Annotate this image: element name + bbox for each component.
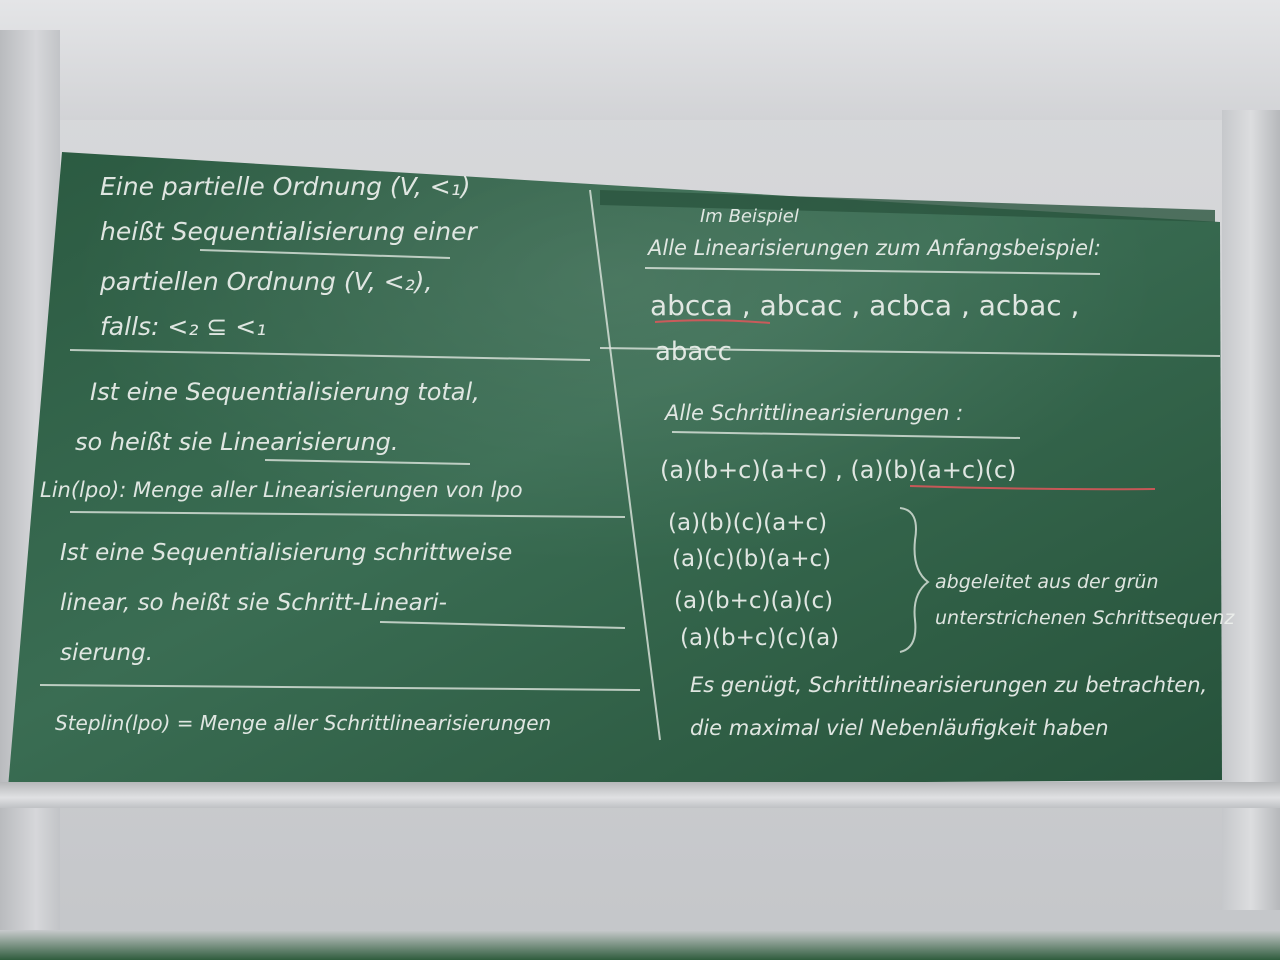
lin-row-2: abacc [655, 337, 732, 367]
lin-row-1: abcca , abcac , acbca , acbac , [650, 289, 1080, 322]
def3-line-1: Ist eine Sequentialisierung schrittweise [60, 540, 513, 566]
def2-line-2: so heißt sie Linearisierung. [75, 428, 399, 456]
def1-line-1: Eine partielle Ordnung (V, <₁) [100, 172, 471, 201]
lin-heading: Alle Linearisierungen zum Anfangsbeispiel: [648, 236, 1101, 260]
step-row-1: (a)(b+c)(a+c) , (a)(b)(a+c)(c) [660, 456, 1017, 484]
step-item-1: (a)(b)(c)(a+c) [668, 510, 828, 536]
steplin-definition: Steplin(lpo) = Menge aller Schrittlinearisierungen [55, 711, 552, 735]
step-item-2: (a)(c)(b)(a+c) [672, 546, 832, 572]
def1-line-2: heißt Sequentialisierung einer [100, 217, 477, 246]
step-item-4: (a)(b+c)(c)(a) [680, 625, 840, 651]
faint-header: Im Beispiel [700, 206, 799, 227]
def3-line-3: sierung. [60, 640, 154, 666]
def1-line-3: partiellen Ordnung (V, <₂), [100, 267, 433, 296]
def1-line-4: falls: <₂ ⊆ <₁ [100, 312, 267, 341]
brace-note-line-2: unterstrichenen Schrittsequenz [935, 607, 1235, 629]
def2-line-1: Ist eine Sequentialisierung total, [90, 378, 480, 406]
chalk-tray [0, 782, 1280, 808]
step-item-3: (a)(b+c)(a)(c) [674, 588, 834, 614]
conclusion-line-1: Es genügt, Schrittlinearisierungen zu betrachten, [690, 673, 1208, 697]
conclusion-line-2: die maximal viel Nebenläufigkeit haben [690, 716, 1109, 740]
step-heading: Alle Schrittlinearisierungen : [665, 401, 964, 425]
lin-definition: Lin(lpo): Menge aller Linearisierungen von lpo [40, 478, 523, 502]
lower-board-strip [0, 930, 1280, 960]
brace-note-line-1: abgeleitet aus der grün [935, 571, 1159, 593]
def3-line-2: linear, so heißt sie Schritt-Lineari- [60, 590, 447, 616]
